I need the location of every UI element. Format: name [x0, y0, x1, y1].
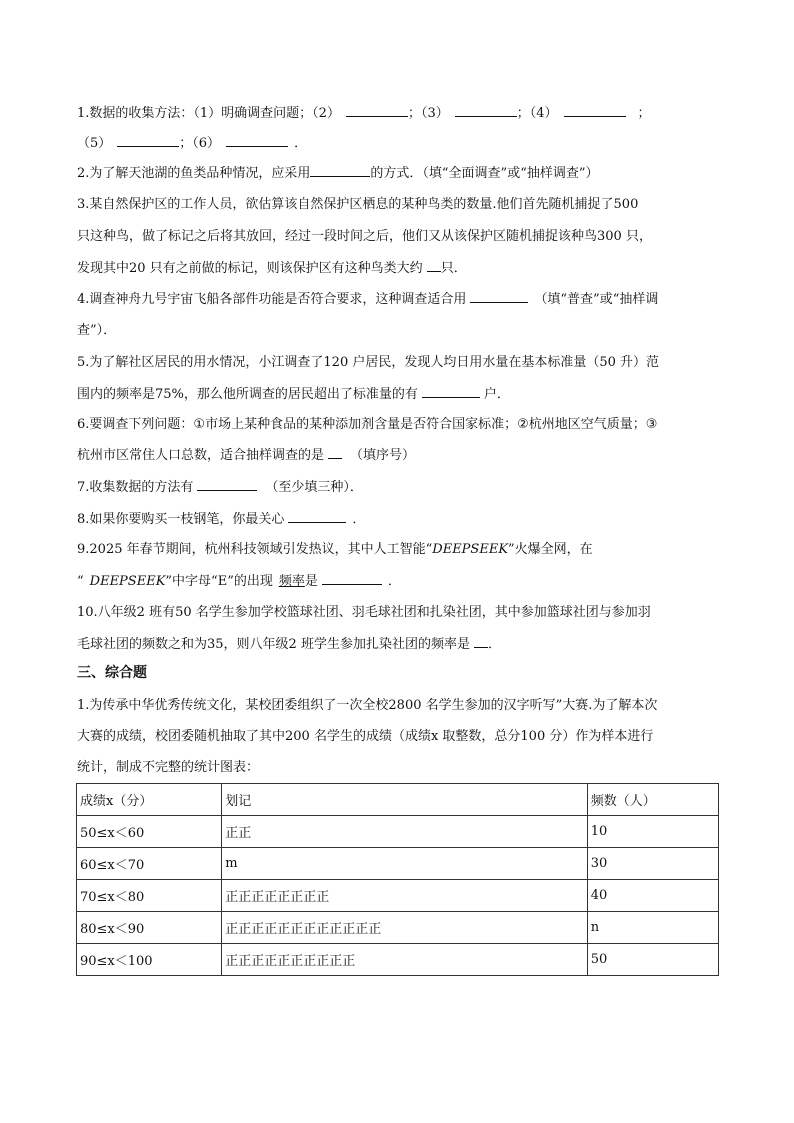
question-3-line-1: [77, 196, 638, 214]
question-text: 发现其中20 只有之前做的标记，则该保护区有这种鸟类大约: [77, 261, 423, 276]
question-text: ；（4）: [516, 106, 558, 121]
question-text: ．: [487, 637, 501, 652]
underlined-term: 频率: [278, 574, 305, 589]
question-text: 市场上某种食品的某种添加剂含量是否符合国家标准；: [205, 417, 518, 432]
answer-blank[interactable]: [422, 385, 480, 398]
question-text: 7.收集数据的方法有: [77, 480, 194, 495]
question-text: （5）: [77, 136, 112, 151]
question-text: （至少填三种）．: [265, 480, 363, 495]
question-text: 3.某自然保护区的工作人员，欲估算该自然保护区栖息的某种鸟类的数量.他们首先随机捕捉了500: [77, 197, 639, 212]
question-text: 10.八年级2 班有50 名学生参加学校篮球社团、羽毛球社团和扎染社团，其中参加篮球社团与参加羽: [77, 605, 651, 620]
question-8: [77, 510, 365, 529]
question-text: 杭州地区空气质量；: [528, 417, 646, 432]
answer-blank[interactable]: [226, 134, 288, 147]
answer-blank[interactable]: [117, 134, 179, 147]
question-text: ；: [637, 106, 651, 121]
question-text: 围内的频率是75%，那么他所调查的居民超出了标准量的有: [77, 387, 418, 402]
section3-question-1-line-3: [77, 759, 259, 777]
question-9-line-2: [77, 572, 401, 591]
question-text: ．: [352, 512, 366, 527]
circled-number: ③: [645, 417, 658, 432]
question-text: 9.2025 年春节期间，杭州科技领域引发热议，其中人工智能“: [77, 542, 433, 557]
question-text: 1.为传承中华优秀传统文化，某校团委组织了一次全校2800 名学生参加的汉字听写”大赛.为了解本次: [77, 698, 658, 713]
answer-blank[interactable]: [455, 104, 517, 117]
question-text: ．: [294, 136, 308, 151]
table-header-cell: 频数（人）: [587, 784, 718, 816]
question-5-line-1: [77, 354, 659, 372]
section-title: 三、综合题: [77, 665, 147, 681]
question-10-line-2: [77, 635, 501, 654]
table-header-row: [77, 784, 719, 816]
question-text: （填“普查”或“抽样调: [534, 292, 659, 307]
question-text: 户．: [483, 387, 510, 402]
question-5-line-2: [77, 385, 510, 404]
answer-blank[interactable]: [427, 259, 441, 272]
question-text: 杭州市区常住人口总数，适合抽样调查的是: [77, 448, 325, 463]
answer-blank[interactable]: [564, 104, 626, 117]
question-text: 的方式．（填“全面调查”或“抽样调查”）: [370, 166, 599, 181]
question-text: 2.为了解天池湖的鱼类品种情况，应采用: [77, 166, 311, 181]
answer-blank[interactable]: [310, 164, 370, 177]
question-text: 5.为了解社区居民的用水情况，小江调查了120 户居民，发现人均日用水量在基本标准量（50 升）范: [77, 355, 660, 370]
question-text: 是: [304, 574, 318, 589]
table-cell: 正正正正正正正正正正正正: [222, 912, 588, 944]
question-text: 只这种鸟，做了标记之后将其放回，经过一段时间之后，他们又从该保护区随机捕捉该种鸟300 只，: [77, 229, 652, 244]
question-text: 大赛的成绩，校团委随机抽取了其中200 名学生的成绩（成绩x 取整数，总分100 分）作为样本进行: [77, 729, 654, 744]
answer-blank[interactable]: [197, 478, 257, 491]
table-cell: 60≤x＜70: [77, 848, 222, 880]
answer-blank[interactable]: [470, 290, 528, 303]
table-row: [77, 912, 719, 944]
table-row: [77, 944, 719, 976]
section3-question-1-line-1: [77, 697, 657, 715]
table-cell: 90≤x＜100: [77, 944, 222, 976]
question-9-line-1: [77, 541, 593, 559]
question-text: 毛球社团的频数之和为35，则八年级2 班学生参加扎染社团的频率是: [77, 637, 470, 652]
statistics-table: [76, 783, 719, 976]
question-2: [77, 164, 599, 183]
question-6-line-2: [77, 446, 415, 465]
question-4-line-2: [77, 322, 116, 340]
question-1-line-1: [77, 104, 651, 123]
italic-word: DEEPSEEK: [432, 542, 509, 557]
table-row: [77, 880, 719, 912]
question-1-line-2: [77, 134, 307, 153]
table-cell: 正正正正正正正正: [222, 880, 588, 912]
question-text: 8.如果你要购买一枝钢笔，你最关心: [77, 512, 285, 527]
table-cell: 正正正正正正正正正正: [222, 944, 588, 976]
table-cell: n: [587, 912, 718, 944]
question-10-line-1: [77, 604, 651, 622]
table-cell: 70≤x＜80: [77, 880, 222, 912]
question-text: ．: [387, 574, 401, 589]
question-text: ”火爆全网，在: [508, 542, 593, 557]
answer-blank[interactable]: [322, 572, 382, 585]
table-row: [77, 816, 719, 848]
question-text: 只．: [440, 261, 467, 276]
question-6-line-1: [77, 416, 657, 434]
answer-blank[interactable]: [328, 446, 342, 459]
question-text: 1.数据的收集方法：（1）明确调查问题；（2）: [77, 106, 340, 121]
table-cell: 80≤x＜90: [77, 912, 222, 944]
table-cell: 50: [587, 944, 718, 976]
circled-number: ②: [517, 417, 529, 432]
question-text: （填序号）: [350, 448, 416, 463]
question-text: 统计，制成不完整的统计图表：: [77, 760, 260, 775]
question-text: 6.要调查下列问题：: [77, 417, 194, 432]
table-cell: 10: [587, 816, 718, 848]
question-3-line-3: [77, 259, 467, 278]
question-text: ”中字母“E”的出现: [165, 574, 273, 589]
table-cell: m: [222, 848, 588, 880]
question-text: ；（6）: [179, 136, 221, 151]
table-cell: 40: [587, 880, 718, 912]
table-cell: 50≤x＜60: [77, 816, 222, 848]
question-4-line-1: [77, 290, 658, 309]
question-text: 4.调查神舟九号宇宙飞船各部件功能是否符合要求，这种调查适合用: [77, 292, 467, 307]
question-3-line-2: [77, 228, 652, 246]
table-row: [77, 848, 719, 880]
question-7: [77, 478, 363, 497]
answer-blank[interactable]: [474, 635, 488, 648]
table-header-cell: 划记: [222, 784, 588, 816]
question-text: 查”）．: [77, 323, 117, 338]
question-text: “: [77, 574, 84, 589]
table-cell: 30: [587, 848, 718, 880]
section3-question-1-line-2: [77, 728, 653, 746]
table-header-cell: 成绩x（分）: [77, 784, 222, 816]
question-text: ；（3）: [407, 106, 449, 121]
answer-blank[interactable]: [288, 510, 346, 523]
italic-word: DEEPSEEK: [89, 574, 166, 589]
table-cell: 正正: [222, 816, 588, 848]
circled-number: ①: [193, 417, 206, 432]
answer-blank[interactable]: [346, 104, 408, 117]
